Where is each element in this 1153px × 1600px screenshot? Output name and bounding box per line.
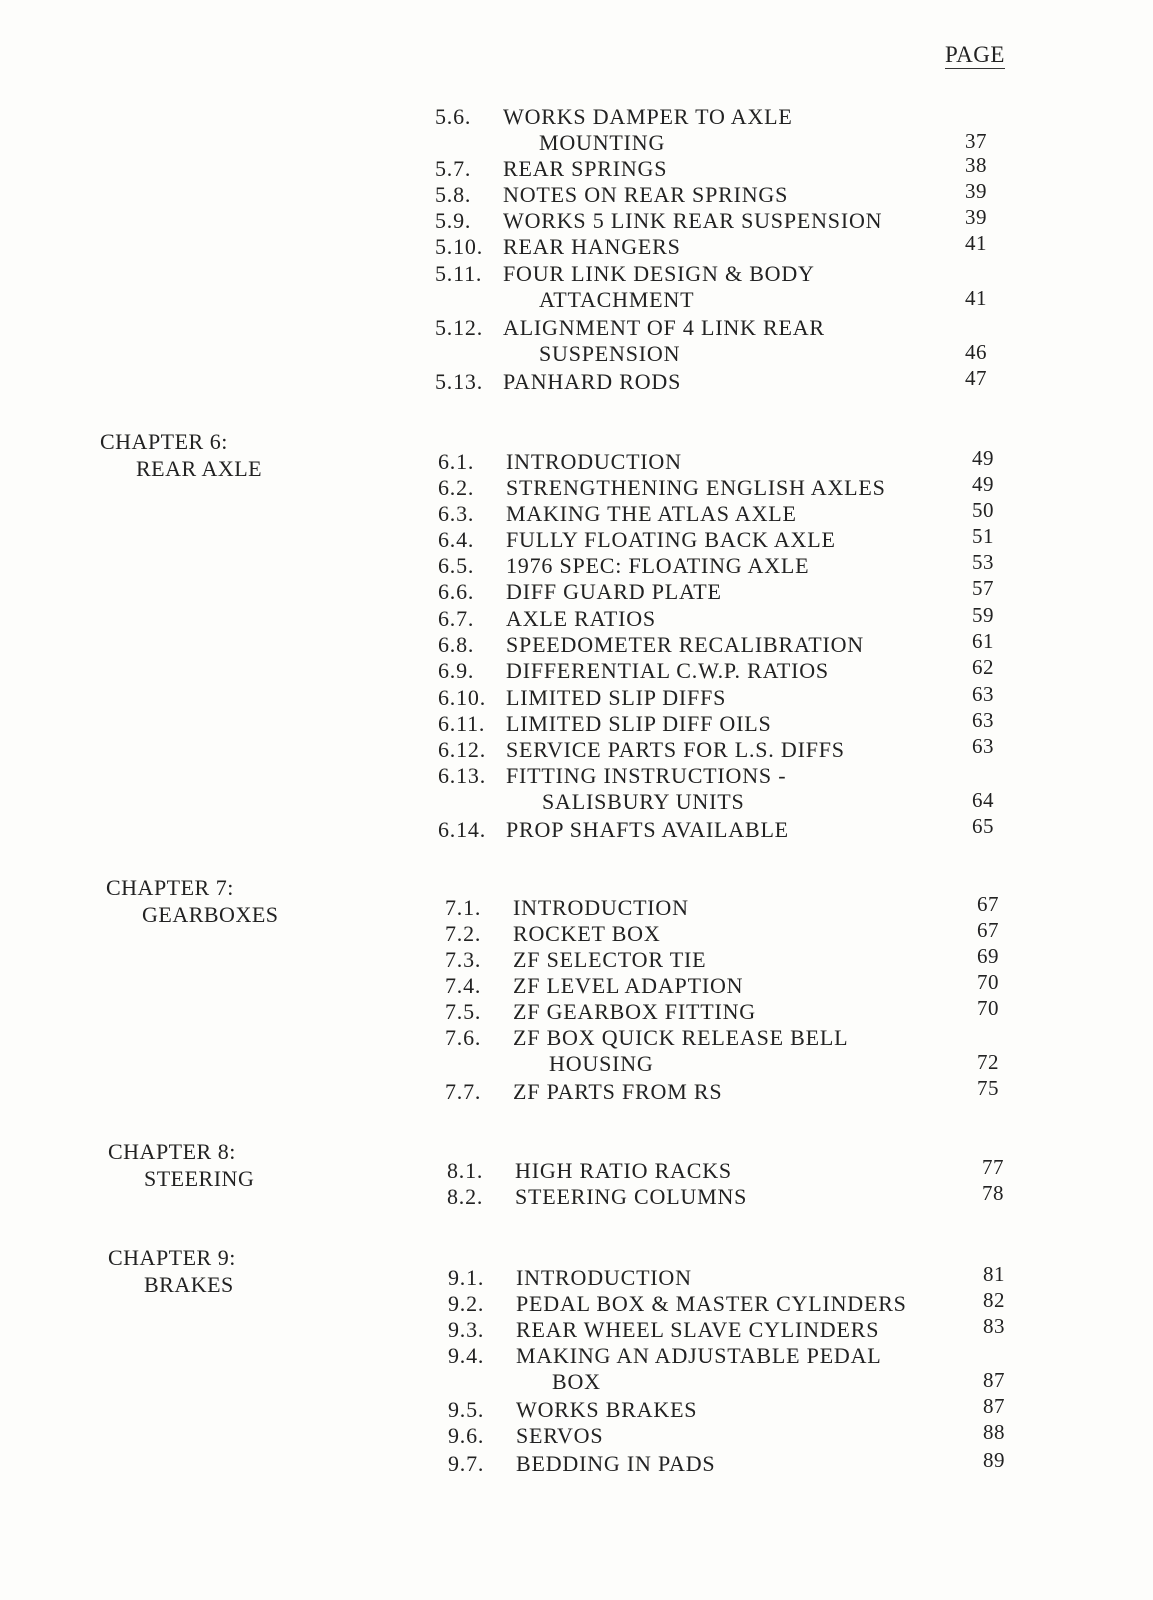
- toc-entry[interactable]: [435, 208, 882, 234]
- section-title: FITTING INSTRUCTIONS -: [506, 763, 787, 788]
- page-number: 70: [977, 970, 999, 994]
- toc-entry[interactable]: [438, 632, 864, 658]
- chapter-label: CHAPTER 6:: [100, 429, 228, 454]
- page-number: 67: [977, 892, 999, 916]
- section-number: 8.1.: [447, 1158, 484, 1183]
- toc-entry[interactable]: [448, 1423, 603, 1449]
- section-title: INTRODUCTION: [513, 895, 689, 920]
- section-title: SPEEDOMETER RECALIBRATION: [506, 632, 864, 657]
- section-number: 6.2.: [438, 475, 475, 500]
- section-number: 5.11.: [435, 261, 483, 286]
- section-title: MAKING THE ATLAS AXLE: [506, 501, 797, 526]
- section-number: 9.7.: [448, 1451, 485, 1476]
- section-title: AXLE RATIOS: [506, 606, 656, 631]
- chapter-title: BRAKES: [144, 1272, 234, 1297]
- section-number: 5.6.: [435, 104, 472, 129]
- chapter-heading: [106, 874, 279, 928]
- page-number: 41: [965, 231, 987, 255]
- section-number: 9.3.: [448, 1317, 485, 1342]
- page-number: 67: [977, 918, 999, 942]
- section-number: 9.2.: [448, 1291, 485, 1316]
- toc-entry[interactable]: [445, 973, 743, 999]
- chapter-label: CHAPTER 7:: [106, 875, 234, 900]
- section-title: NOTES ON REAR SPRINGS: [503, 182, 789, 207]
- section-title: SERVICE PARTS FOR L.S. DIFFS: [506, 737, 845, 762]
- section-number: 6.10.: [438, 685, 486, 710]
- page-number: 82: [983, 1288, 1005, 1312]
- section-title-continuation: HOUSING: [549, 1051, 654, 1076]
- section-title: STEERING COLUMNS: [515, 1184, 748, 1209]
- toc-entry[interactable]: [438, 763, 786, 815]
- section-title: ZF SELECTOR TIE: [513, 947, 707, 972]
- toc-entry[interactable]: [438, 817, 789, 843]
- toc-entry[interactable]: [448, 1291, 907, 1317]
- section-number: 6.12.: [438, 737, 486, 762]
- page-header-label: PAGE: [945, 42, 1005, 67]
- section-number: 5.9.: [435, 208, 472, 233]
- section-number: 6.8.: [438, 632, 475, 657]
- page-number: 49: [972, 472, 994, 496]
- section-title: ZF GEARBOX FITTING: [513, 999, 756, 1024]
- toc-entry[interactable]: [448, 1343, 882, 1395]
- page-number: 51: [972, 524, 994, 548]
- toc-entry[interactable]: [445, 999, 756, 1025]
- section-title: WORKS DAMPER TO AXLE: [503, 104, 793, 129]
- section-number: 9.5.: [448, 1397, 485, 1422]
- section-title: REAR HANGERS: [503, 234, 681, 259]
- section-title-continuation: BOX: [552, 1369, 601, 1394]
- section-title: PROP SHAFTS AVAILABLE: [506, 817, 789, 842]
- page-number: 78: [982, 1181, 1004, 1205]
- section-title: FOUR LINK DESIGN & BODY: [503, 261, 815, 286]
- section-title: ROCKET BOX: [513, 921, 661, 946]
- section-number: 7.6.: [445, 1025, 482, 1050]
- section-title-continuation: ATTACHMENT: [539, 287, 695, 312]
- toc-entry[interactable]: [445, 921, 661, 947]
- section-number: 5.7.: [435, 156, 472, 181]
- toc-entry[interactable]: [447, 1158, 732, 1184]
- section-number: 7.4.: [445, 973, 482, 998]
- toc-entry[interactable]: [438, 685, 726, 711]
- toc-entry[interactable]: [448, 1317, 879, 1343]
- page-number: 72: [977, 1050, 999, 1074]
- toc-entry[interactable]: [438, 527, 836, 553]
- page-number: 49: [972, 446, 994, 470]
- section-number: 6.11.: [438, 711, 486, 736]
- chapter-label: CHAPTER 9:: [108, 1245, 236, 1270]
- page-number: 61: [972, 629, 994, 653]
- section-number: 6.13.: [438, 763, 486, 788]
- toc-entry[interactable]: [445, 1025, 848, 1077]
- section-title: 1976 SPEC: FLOATING AXLE: [506, 553, 810, 578]
- toc-entry[interactable]: [438, 579, 722, 605]
- section-number: 6.3.: [438, 501, 475, 526]
- toc-entry[interactable]: [438, 658, 829, 684]
- section-title: INTRODUCTION: [516, 1265, 692, 1290]
- section-number: 9.1.: [448, 1265, 485, 1290]
- section-title-continuation: SUSPENSION: [539, 341, 681, 366]
- page-number: 89: [983, 1448, 1005, 1472]
- section-title: INTRODUCTION: [506, 449, 682, 474]
- section-number: 7.1.: [445, 895, 482, 920]
- section-number: 9.4.: [448, 1343, 485, 1368]
- page-number: 65: [972, 814, 994, 838]
- page-number: 41: [965, 286, 987, 310]
- section-title: STRENGTHENING ENGLISH AXLES: [506, 475, 886, 500]
- page-number: 64: [972, 788, 994, 812]
- toc-entry[interactable]: [435, 315, 825, 367]
- section-title: DIFFERENTIAL C.W.P. RATIOS: [506, 658, 829, 683]
- section-number: 6.14.: [438, 817, 486, 842]
- toc-entry[interactable]: [438, 711, 772, 737]
- page-number: 37: [965, 129, 987, 153]
- toc-entry[interactable]: [448, 1265, 692, 1291]
- chapter-label: CHAPTER 8:: [108, 1139, 236, 1164]
- page-number: 77: [982, 1155, 1004, 1179]
- toc-entry[interactable]: [438, 737, 845, 763]
- section-number: 7.7.: [445, 1079, 482, 1104]
- chapter-title: STEERING: [144, 1166, 255, 1191]
- section-number: 5.12.: [435, 315, 483, 340]
- section-number: 6.6.: [438, 579, 475, 604]
- page-number: 70: [977, 996, 999, 1020]
- page-number: 47: [965, 366, 987, 390]
- section-title: ZF PARTS FROM RS: [513, 1079, 723, 1104]
- section-number: 8.2.: [447, 1184, 484, 1209]
- section-number: 5.13.: [435, 369, 483, 394]
- toc-entry[interactable]: [448, 1397, 697, 1423]
- section-title: REAR SPRINGS: [503, 156, 668, 181]
- toc-entry[interactable]: [438, 606, 656, 632]
- toc-entry[interactable]: [438, 475, 886, 501]
- page-number: 63: [972, 682, 994, 706]
- page-number: 87: [983, 1368, 1005, 1392]
- toc-entry[interactable]: [435, 104, 793, 156]
- toc-entry[interactable]: [435, 234, 681, 260]
- section-title: ZF BOX QUICK RELEASE BELL: [513, 1025, 849, 1050]
- page-number: 63: [972, 734, 994, 758]
- section-number: 6.4.: [438, 527, 475, 552]
- page-number: 62: [972, 655, 994, 679]
- section-title: SERVOS: [516, 1423, 604, 1448]
- section-title: HIGH RATIO RACKS: [515, 1158, 732, 1183]
- page-number: 38: [965, 153, 987, 177]
- toc-entry[interactable]: [438, 449, 682, 475]
- section-title: BEDDING IN PADS: [516, 1451, 716, 1476]
- page-number: 39: [965, 179, 987, 203]
- section-title: ZF LEVEL ADAPTION: [513, 973, 744, 998]
- section-title: PEDAL BOX & MASTER CYLINDERS: [516, 1291, 907, 1316]
- page-number: 63: [972, 708, 994, 732]
- section-number: 7.2.: [445, 921, 482, 946]
- section-title: REAR WHEEL SLAVE CYLINDERS: [516, 1317, 880, 1342]
- toc-entry[interactable]: [445, 1079, 722, 1105]
- section-title: MAKING AN ADJUSTABLE PEDAL: [516, 1343, 882, 1368]
- chapter-title: REAR AXLE: [136, 456, 263, 481]
- page-number: 57: [972, 576, 994, 600]
- section-number: 9.6.: [448, 1423, 485, 1448]
- toc-entry[interactable]: [435, 156, 667, 182]
- toc-entry[interactable]: [445, 895, 689, 921]
- section-number: 6.1.: [438, 449, 475, 474]
- section-title: WORKS BRAKES: [516, 1397, 698, 1422]
- chapter-heading: [108, 1244, 236, 1298]
- page-number: 75: [977, 1076, 999, 1100]
- page-number: 83: [983, 1314, 1005, 1338]
- section-number: 6.9.: [438, 658, 475, 683]
- page-number: 50: [972, 498, 994, 522]
- toc-entry[interactable]: [438, 553, 809, 579]
- page-number: 81: [983, 1262, 1005, 1286]
- page-number: 39: [965, 205, 987, 229]
- toc-entry[interactable]: [448, 1451, 715, 1477]
- toc-entry[interactable]: [445, 947, 706, 973]
- toc-entry[interactable]: [435, 182, 788, 208]
- section-number: 6.5.: [438, 553, 475, 578]
- page-number: 69: [977, 944, 999, 968]
- section-title: LIMITED SLIP DIFF OILS: [506, 711, 772, 736]
- toc-entry[interactable]: [435, 369, 681, 395]
- section-number: 5.8.: [435, 182, 472, 207]
- chapter-heading: [100, 428, 262, 482]
- section-number: 6.7.: [438, 606, 475, 631]
- section-title-continuation: MOUNTING: [539, 130, 666, 155]
- section-number: 7.5.: [445, 999, 482, 1024]
- page-number: 53: [972, 550, 994, 574]
- section-title: FULLY FLOATING BACK AXLE: [506, 527, 836, 552]
- section-title-continuation: SALISBURY UNITS: [542, 789, 745, 814]
- section-number: 5.10.: [435, 234, 483, 259]
- page-number: 87: [983, 1394, 1005, 1418]
- section-title: PANHARD RODS: [503, 369, 682, 394]
- toc-entry[interactable]: [435, 261, 815, 313]
- section-title: ALIGNMENT OF 4 LINK REAR: [503, 315, 825, 340]
- chapter-heading: [108, 1138, 254, 1192]
- toc-entry[interactable]: [438, 501, 797, 527]
- page-number: 46: [965, 340, 987, 364]
- section-title: WORKS 5 LINK REAR SUSPENSION: [503, 208, 883, 233]
- chapter-title: GEARBOXES: [142, 902, 279, 927]
- toc-entry[interactable]: [447, 1184, 747, 1210]
- page-number: 59: [972, 603, 994, 627]
- section-number: 7.3.: [445, 947, 482, 972]
- section-title: DIFF GUARD PLATE: [506, 579, 722, 604]
- section-title: LIMITED SLIP DIFFS: [506, 685, 727, 710]
- page-number: 88: [983, 1420, 1005, 1444]
